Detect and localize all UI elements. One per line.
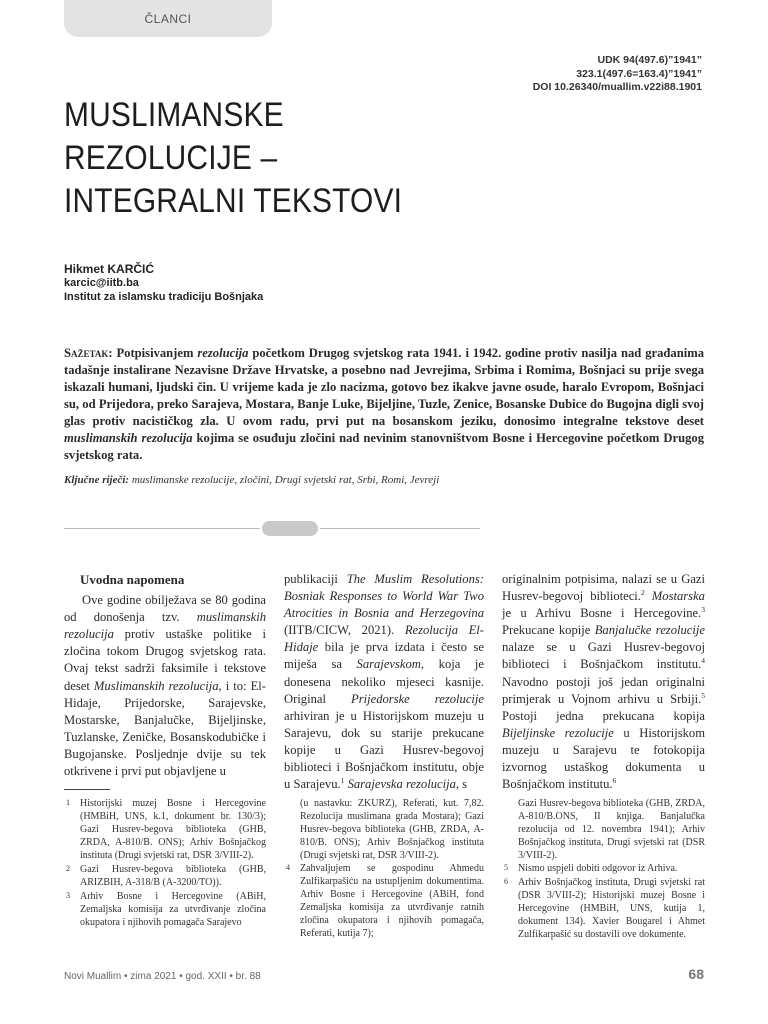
- footnote: 2 Gazi Husrev-begova biblioteka (GHB, ARIZBIH, A-318/B (A-3200/TO)).: [66, 864, 266, 888]
- article-title: [64, 94, 416, 223]
- abstract-label: Sažetak:: [64, 346, 113, 360]
- keywords: Ključne riječi: muslimanske rezolucije, zločini, Drugi svjetski rat, Srbi, Romi, Jevreji: [64, 474, 440, 486]
- footnotes-column-2: [284, 797, 484, 941]
- body-column-1: [64, 571, 266, 780]
- footnote-ref[interactable]: 3: [701, 605, 705, 614]
- body-column-2: [284, 571, 484, 793]
- doi-line: DOI 10.26340/muallim.v22i88.1901: [532, 81, 702, 93]
- body-paragraph: originalnim potpisima, nalazi se u Gazi Husrev-begovoj biblioteci.$^2$ Mostarska je u Arhivu Bosne i Hercegovine.$^3$ Prekucane kopije Banjalučke rezolucije nalaze se u Gazi Husrev-begovoj biblioteci i Bošnjačkom institutu.$^4$ Navodno postoji još jedan originalni primjerak u Vojnom arhivu u Srbiji.$^5$ Postoji jedna prekucana kopija Bijeljinske rezolucije u Historijskom muzeju u Sarajevu te fotokopija izvornog ustaškog dokumenta u Bošnjačkom institutu.$^6$: [502, 572, 705, 792]
- body-paragraph: publikaciji The Muslim Resolutions: Bosniak Responses to World War Two Atrocities in Bosnia and Herzegovina (IITB/CICW, 2021). Rezolucija El-Hidaje bila je prva izdata i često se miješa sa Sarajevskom, koja je donesena nekoliko mjeseci kasnije. Original Prijedorske rezolucije arhiviran je u Historijskom muzeju u Sarajevu, dok su starije prekucane kopije u Gazi Husrev-begovoj biblioteci i Bošnjačkom institutu, obje u Sarajevu.$^1$ Sarajevska rezolucija, s: [284, 572, 484, 792]
- footnote-rule: [64, 789, 110, 790]
- author-institution: Institut za islamsku tradiciju Bošnjaka: [64, 291, 264, 303]
- footnotes-column-3: [502, 797, 705, 942]
- abstract: Sažetak: Potpisivanjem rezolucija početkom Drugog svjetskog rata 1941. i 1942. godine protiv nasilja nad građanima tadašnje instalirane Nezavisne Države Hrvatske, a posebno nad Jevrejima, Srbima i Romima, Bošnjaci su prije svega iskazali humani, ljudski čin. U vrijeme kada je zlo nacizma, gotovo bez ikakve javne osude, haralo Evropom, Bošnjaci su, od Prijedora, preko Sarajeva, Mostara, Banje Luke, Bijeljine, Tuzle, Zenice, Bosanske Dubice do Bugojna digli svoj glas protiv nacističkog zla. U ovom radu, prvi put na bosanskom jeziku, donosimo integralne tekstove deset muslimanskih rezolucija kojima se osuđuju zločini nad nevinim stanovništvom Bosne i Hercegovine početkom Drugog svjetskog rata.: [64, 346, 704, 462]
- author-block: [64, 262, 263, 304]
- footnote-ref[interactable]: 2: [640, 587, 645, 597]
- footnote: 3 Arhiv Bosne i Hercegovine (ABiH, Zemaljska komisija za utvrđivanje zločina okupatora i njihovih pomagača Sarajevo: [66, 891, 266, 928]
- section-tab: ČLANCI: [64, 0, 272, 37]
- author-name: Hikmet KARČIĆ: [64, 262, 155, 276]
- udk-line: 323.1(497.6=163.4)”1941”: [576, 67, 702, 80]
- udk-block: [533, 54, 702, 95]
- title-line: REZOLUCIJE –: [64, 139, 278, 177]
- divider-ornament: [262, 521, 318, 536]
- body-paragraph: Ove godine obilježava se 80 godina od donošenja tzv. muslimanskih rezolucija protiv ustaške politike i zločina tokom Drugog svjetskog rata. Ovaj tekst sadrži faksimile i tekstove deset Muslimanskih rezolucija, i to: El-Hidaje, Prijedorske, Sarajevske, Mostarske, Banjalučke, Bijeljinske, Tuzlanske, Zeničke, Bosanskodubičke i Bugojanske. Posljednje dvije su tek otkrivene i prvi put objavljene u: [64, 593, 266, 779]
- footnote: 5 Nismo uspjeli dobiti odgovor iz Arhiva.: [504, 863, 678, 874]
- section-heading: Uvodna napomena: [80, 572, 185, 587]
- footnote: 6 Arhiv Bošnjačkog instituta, Drugi svjetski rat (DSR 3/VIII-2); Historijski muzej Bosne i Hercegovine (HMBiH, UNS, kutija 1, dokument 134). Xavier Bougarel i Ahmet Zulfikarpašić su dostavili ove dokumente.: [504, 877, 705, 940]
- footnote: 4 Zahvaljujem se gospodinu Ahmedu Zulfikarpašiću na ustupljenim dokumentima. Arhiv Bosne i Hercegovine (ABiH, fond Zemaljska komisija za utvrđivanje ratnih zločina okupatora i njihovih pomagača, Referati, kutija 7);: [286, 863, 484, 939]
- udk-line: UDK 94(497.6)”1941”: [597, 54, 702, 66]
- divider: [64, 528, 260, 529]
- body-column-3: [502, 571, 705, 793]
- journal-footer: Novi Muallim • zima 2021 • god. XXII • br. 88: [64, 971, 261, 982]
- divider: [320, 528, 480, 529]
- footnote-ref[interactable]: 4: [701, 656, 705, 666]
- footnote-ref[interactable]: 5: [701, 690, 705, 700]
- title-line: INTEGRALNI TEKSTOVI: [64, 182, 403, 220]
- footnote-ref[interactable]: 6: [612, 775, 617, 785]
- footnotes-column-1: [64, 797, 266, 930]
- title-line: MUSLIMANSKE: [64, 96, 284, 134]
- author-email[interactable]: karcic@iitb.ba: [64, 277, 139, 289]
- page-number: 68: [688, 966, 704, 982]
- footnote-continuation: (u nastavku: ZKURZ), Referati, kut. 7,82. Rezolucija muslimana grada Mostara); Gazi Husrev-begova biblioteka (GHB, ZRDA, A-810/B. ONS); Arhiv Bošnjačkog instituta (Drugi svjetski rat, DSR 3/VIII-2).: [300, 798, 484, 861]
- footnote-continuation: Gazi Husrev-begova biblioteka (GHB, ZRDA, A-810/B.ONS, II knjiga. Banjalučka rezolucija od 12. novembra 1941); Arhiv Bošnjačkog instituta, Drugi svjetski rat (DSR 3/VIII-2).: [518, 798, 705, 861]
- footnote: 1 Historijski muzej Bosne i Hercegovine (HMBiH, UNS, k.1, dokument br. 130/3); Gazi Husrev-begova biblioteka (GHB, ZRDA, A-810/B. ONS); Arhiv Bošnjačkog instituta (Drugi svjetski rat, DSR 3/VIII-2).: [66, 798, 266, 861]
- keywords-label: Ključne riječi:: [64, 474, 130, 486]
- footnote-ref[interactable]: 1: [340, 775, 345, 785]
